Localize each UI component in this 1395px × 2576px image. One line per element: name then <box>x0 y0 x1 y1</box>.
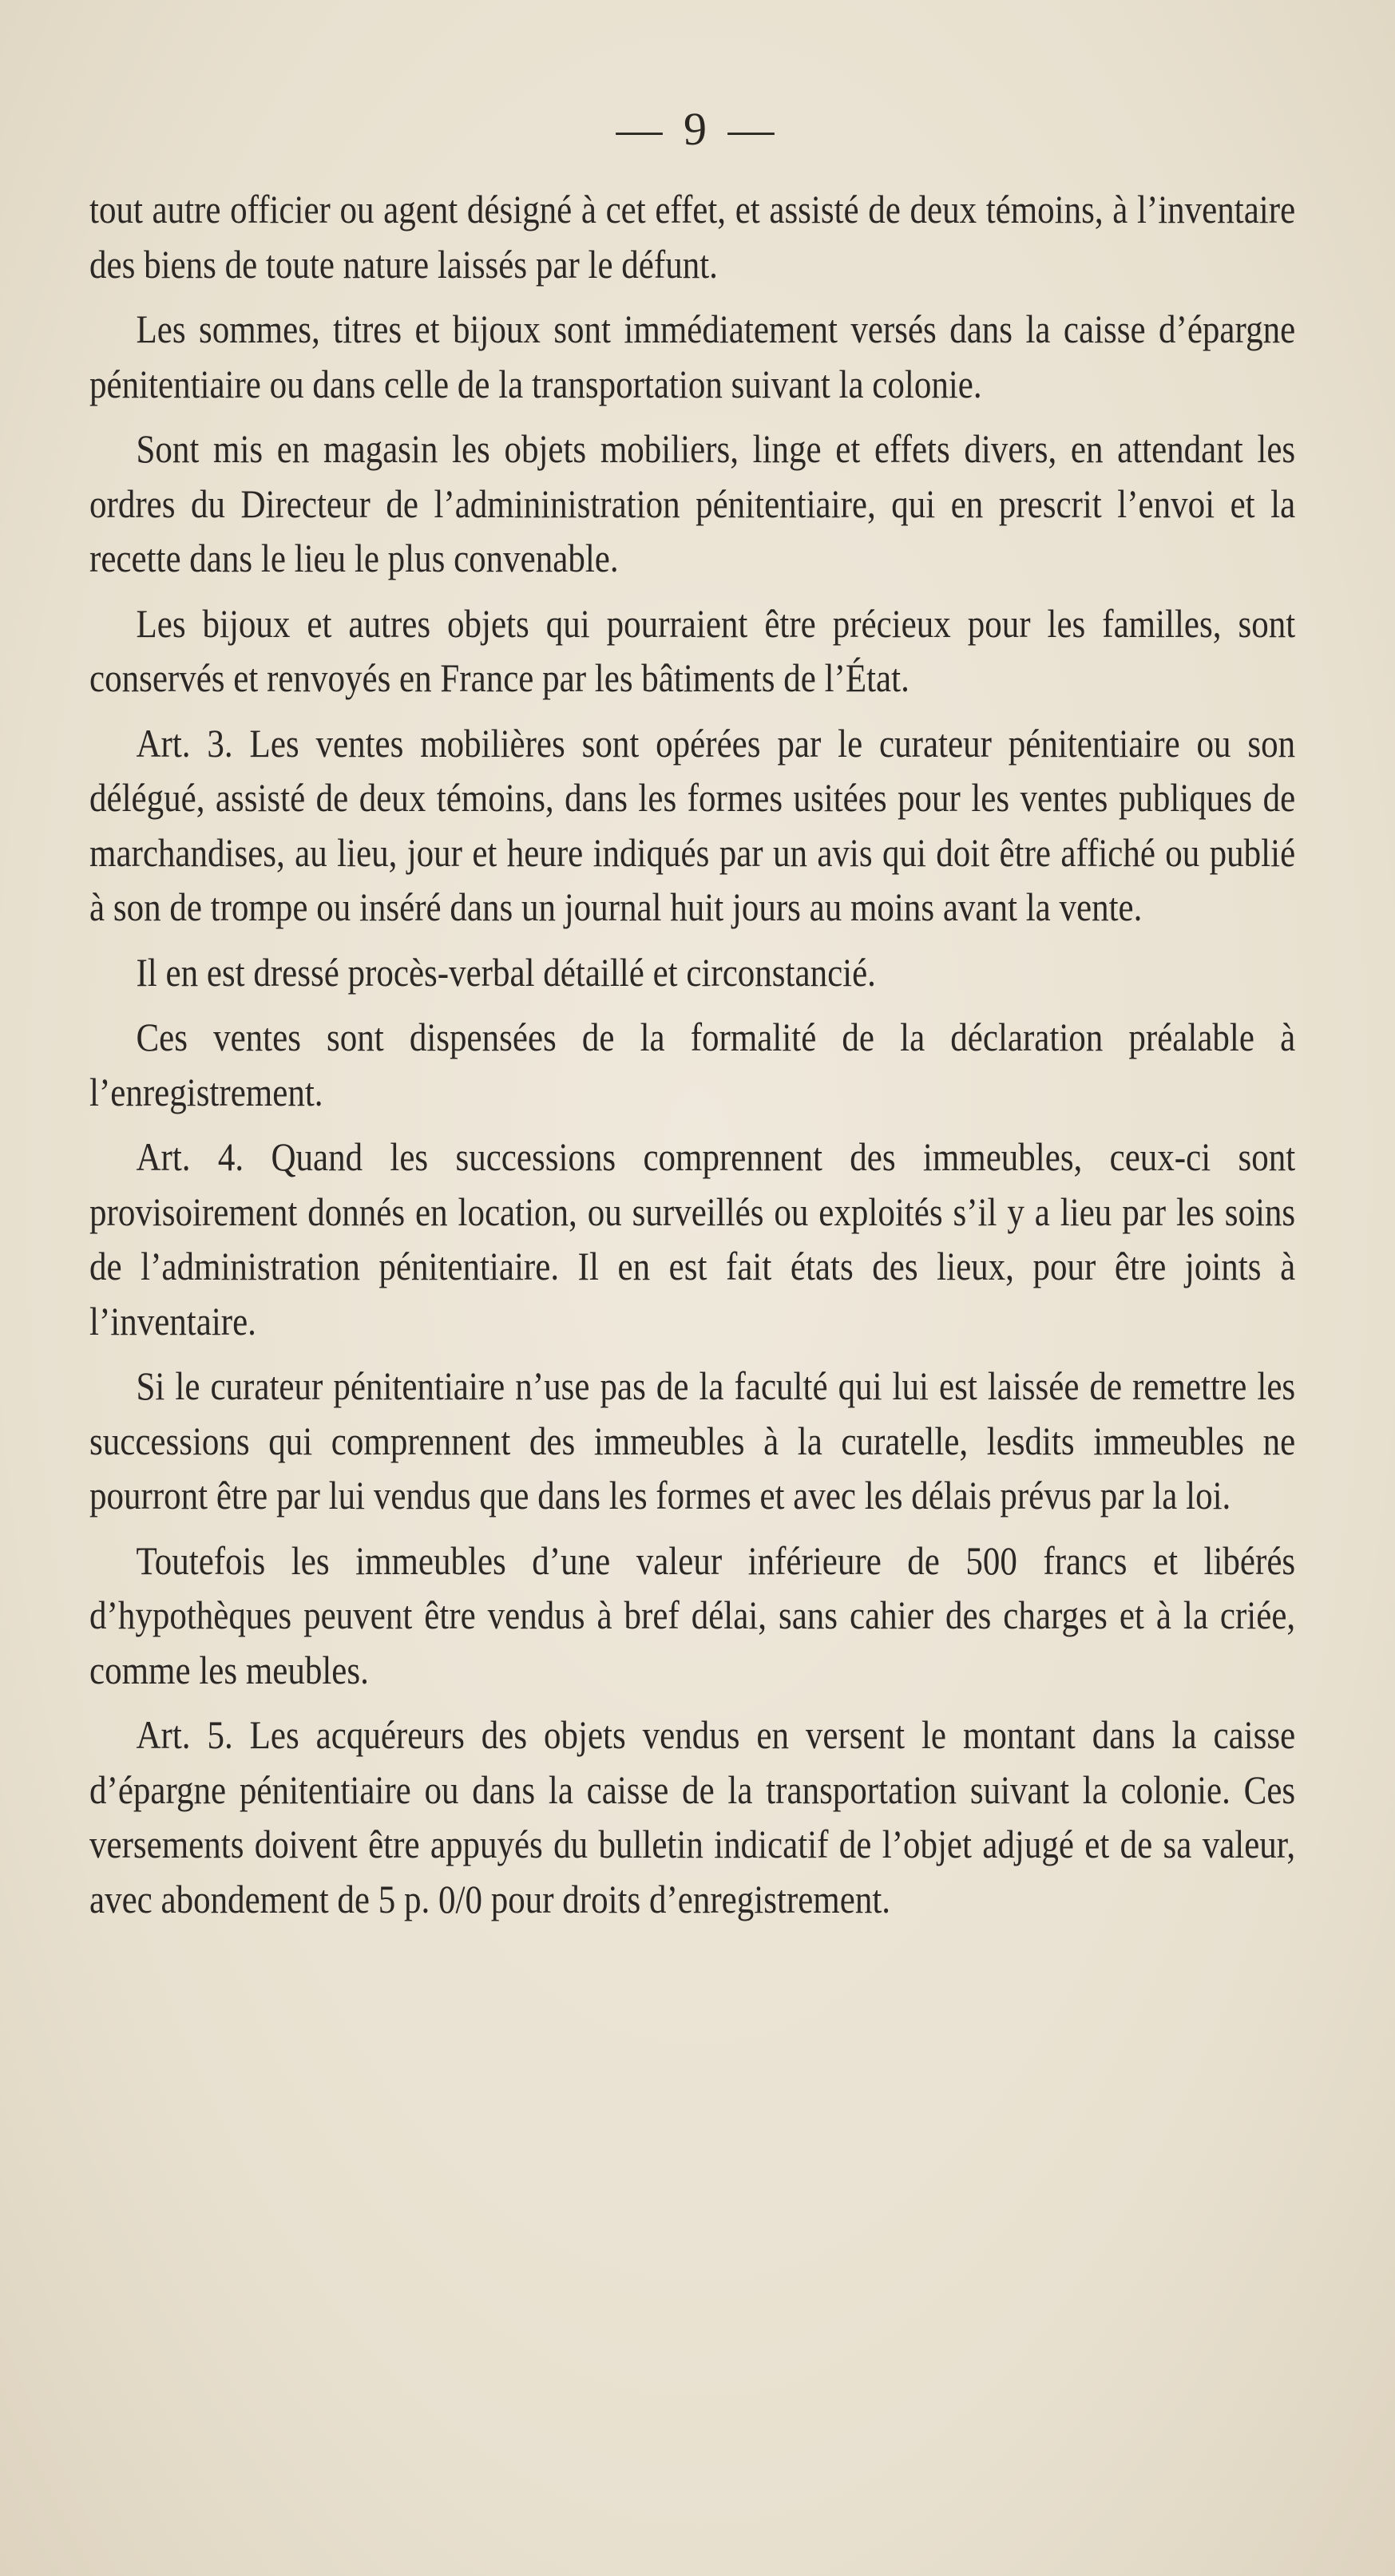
article-5-paragraph: Art. 5. Les acquéreurs des objets vendus en versent le montant dans la caisse d’épargne pénitentiaire ou dans la caisse de la transportation suivant la colonie. Ces versements doivent être appuyés du bulletin indicatif de l’objet adjugé et de sa valeur, avec abondement de 5 p. 0/0 pour droits d’enregistrement. <box>89 1712 1296 1921</box>
paragraph: Sont mis en magasin les objets mobiliers, linge et effets divers, en attendant les ordres du Directeur de l’admininistration pénitentiaire, qui en prescrit l’envoi et la recette dans le lieu le plus convenable. <box>89 426 1296 580</box>
paragraph: Il en est dressé procès-verbal détaillé et circonstancié. <box>136 949 876 995</box>
paragraph: Les bijoux et autres objets qui pourraient être précieux pour les familles, sont conservés et renvoyés en France par les bâtiments de l’État. <box>89 600 1296 700</box>
page-number: — 9 — <box>616 103 779 155</box>
paragraph: Si le curateur pénitentiaire n’use pas de la faculté qui lui est laissée de remettre les successions qui comprennent des immeubles à la curatelle, lesdits immeubles ne pourront être par lui vendus que dans les formes et avec les délais prévus par la loi. <box>89 1363 1296 1518</box>
paragraph: Ces ventes sont dispensées de la formalité de la déclaration préalable à l’enregistrement. <box>89 1015 1296 1114</box>
body-text <box>89 182 1295 1937</box>
paragraph: tout autre officier ou agent désigné à cet effet, et assisté de deux témoins, à l’inventaire des biens de toute nature laissés par le défunt. <box>89 187 1296 287</box>
article-4-paragraph: Art. 4. Quand les successions comprennent des immeubles, ceux-ci sont provisoirement donnés en location, ou surveillés ou exploités s’il y a lieu par les soins de l’administration pénitentiaire. Il en est fait états des lieux, pour être joints à l’inventaire. <box>89 1134 1296 1343</box>
paragraph: Les sommes, titres et bijoux sont immédiatement versés dans la caisse d’épargne pénitentiaire ou dans celle de la transportation suivant la colonie. <box>89 307 1296 406</box>
paragraph: Toutefois les immeubles d’une valeur inférieure de 500 francs et libérés d’hypothèques peuvent être vendus à bref délai, sans cahier des charges et à la criée, comme les meubles. <box>89 1537 1296 1692</box>
article-3-paragraph: Art. 3. Les ventes mobilières sont opérées par le curateur pénitentiaire ou son délégué, assisté de deux témoins, dans les formes usitées pour les ventes publiques de marchandises, au lieu, jour et heure indiqués par un avis qui doit être affiché ou publié à son de trompe ou inséré dans un journal huit jours au moins avant la vente. <box>89 720 1296 929</box>
